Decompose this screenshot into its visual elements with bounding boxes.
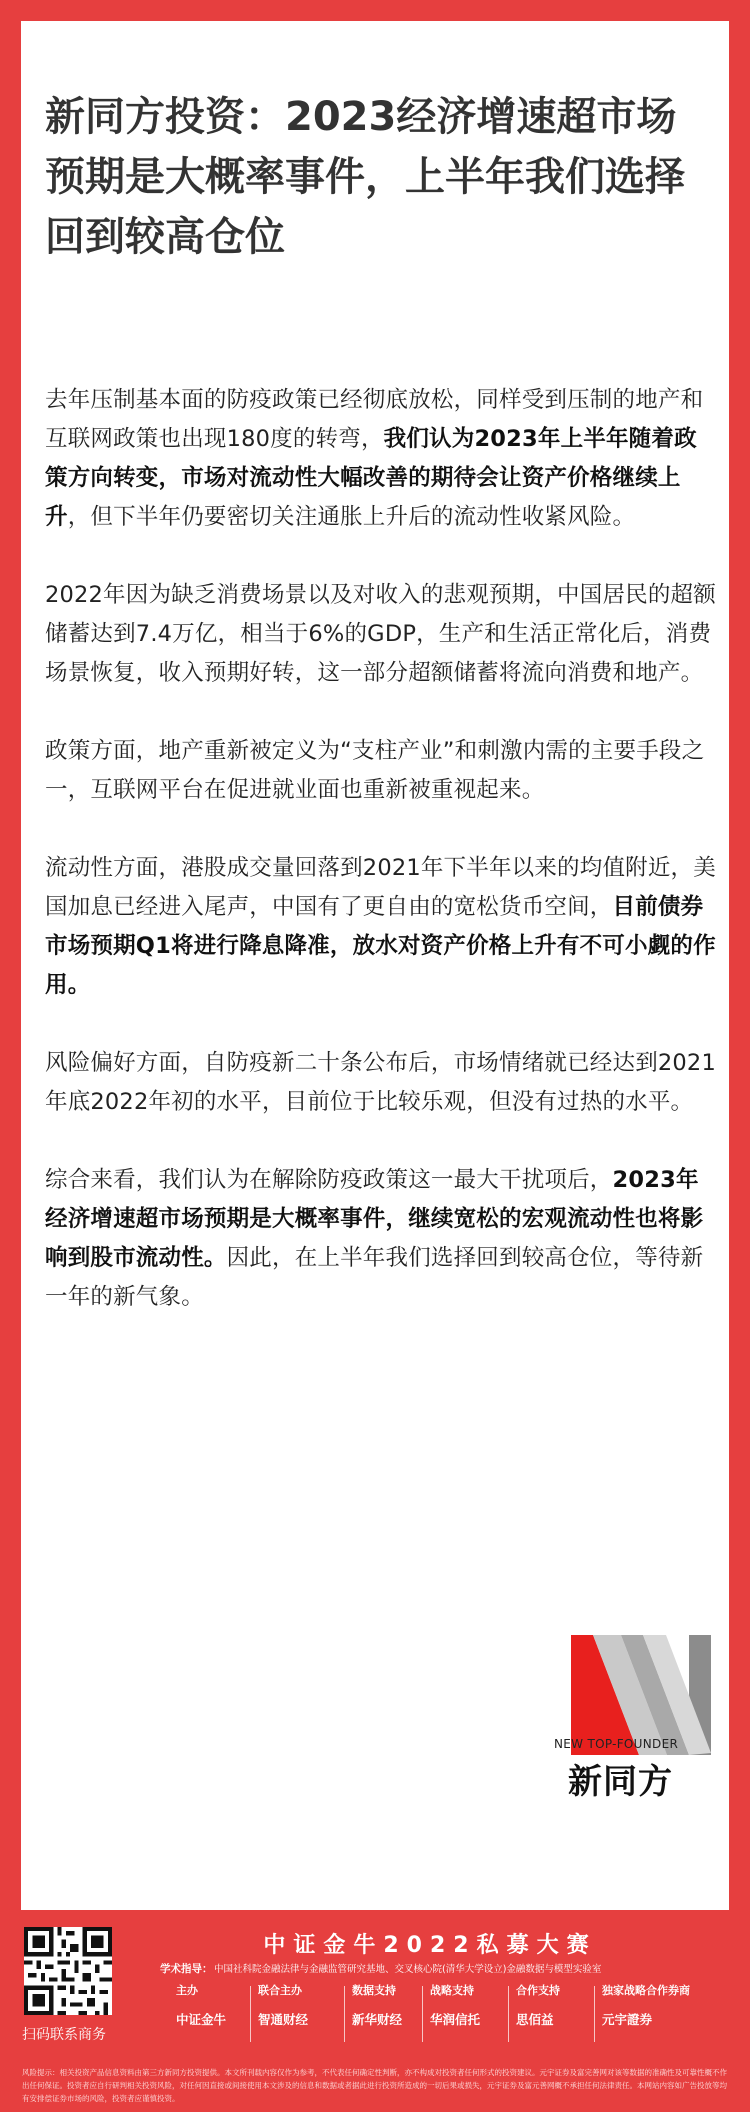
paragraph-text: 去年压制基本面的防疫政策已经彻底放松，同样受到压制的地产和互联网政策也出现180度的转弯， [45,387,704,452]
qr-label: 扫码联系商务 [22,2027,106,2043]
sponsor-row [176,1982,736,2052]
sponsor-logo: 新华财经 [352,2012,403,2027]
article-paragraph [45,732,717,810]
article-paragraph [45,849,717,1005]
role-label: 联合主办 [258,1984,302,1997]
sponsor-logo: 元宇證券 [602,2012,653,2027]
divider [344,1986,345,2042]
risk-disclaimer: 风险提示：相关投资产品信息资料由第三方新同方投资提供。本文所刊载内容仅作为参考，不代表任何确定性判断，亦不构成对投资者任何形式的投资建议。元宇证券及富完善网对该等数据的准确性及可靠性概不作出任何保证。投资者应自行研判相关投资风险，对任何因直接或间接使用本文涉及的信息和数据或者据此进行投资所造成的一切后果或损失，元宇证券及富元善网概不承担任何法律责任。本网站内容如广告投放等均有安排偿证券市场的风险，投资者应谨慎投资。 [22,2068,727,2103]
divider [594,1986,595,2042]
role-label: 主办 [176,1984,198,1997]
paragraph-text: 政策方面，地产重新被定义为“支柱产业”和刺激内需的主要手段之一，互联网平台在促进就业面也重新被重视起来。 [45,738,705,803]
qr-code-icon[interactable] [24,1927,112,2015]
emphasis-text: 我们认为2023年上半年随着政策方向转变，市场对流动性大幅改善的期待会让资产价格继续上升 [45,426,697,530]
sponsor-logo: 思佰益 [516,2012,554,2027]
contest-title: 中证金牛2022私募大赛 [263,1933,597,1958]
emphasis-text: 目前债券市场预期Q1将进行降息降准，放水对资产价格上升有不可小觑的作用。 [45,894,716,998]
sponsor-logo: 中证金牛 [176,2012,227,2027]
paragraph-text: 因此，在上半年我们选择回到较高仓位，等待新一年的新气象。 [45,1245,704,1310]
article-body [45,381,717,1356]
article-card [21,21,729,1910]
article-paragraph [45,576,717,693]
paragraph-text: 综合来看，我们认为在解除防疫政策这一最大干扰项后， [45,1167,613,1193]
article-paragraph [45,1161,717,1317]
guide-label: 学术指导： [160,1963,213,1975]
guide-text: 中国社科院金融法律与金融监管研究基地、交叉核心院(清华大学设立)金融数据与模型实验室 [214,1964,602,1975]
article-paragraph [45,381,717,537]
sponsor-logo: 智通财经 [258,2012,309,2027]
role-label: 独家战略合作券商 [602,1984,690,1997]
emphasis-text: 2023年经济增速超市场预期是大概率事件，继续宽松的宏观流动性也将影响到股市流动性。 [45,1167,704,1271]
sponsor-cohost [258,1982,358,2028]
divider [422,1986,423,2042]
role-label: 合作支持 [516,1984,560,1997]
paragraph-text: 风险偏好方面，自防疫新二十条公布后，市场情绪就已经达到2021年底2022年初的水平，目前位于比较乐观，但没有过热的水平。 [45,1050,716,1115]
article-title: 新同方投资：2023经济增速超市场预期是大概率事件，上半年我们选择回到较高仓位 [45,94,685,260]
logo-chinese-text: 新同方 [568,1762,673,1802]
sponsor-logo: 华润信托 [430,2012,481,2027]
divider [250,1986,251,2042]
divider [508,1986,509,2042]
paragraph-text: 流动性方面，港股成交量回落到2021年下半年以来的均值附近，美国加息已经进入尾声，中国有了更自由的宽松货币空间， [45,855,716,920]
role-label: 战略支持 [430,1984,474,1997]
paragraph-text: ，但下半年仍要密切关注通胀上升后的流动性收紧风险。 [67,504,636,530]
sponsor-partner [516,1982,616,2028]
article-paragraph [45,1044,717,1122]
sponsor-strategic [430,1982,530,2028]
role-label: 数据支持 [352,1984,396,1997]
logo-english-text: NEW TOP-FOUNDER [554,1737,679,1751]
sponsor-broker [602,1982,732,2028]
paragraph-text: 2022年因为缺乏消费场景以及对收入的悲观预期，中国居民的超额储蓄达到7.4万亿，相当于6%的GDP，生产和生活正常化后，消费场景恢复，收入预期好转，这一部分超额储蓄将流向消费和地产。 [45,582,716,686]
